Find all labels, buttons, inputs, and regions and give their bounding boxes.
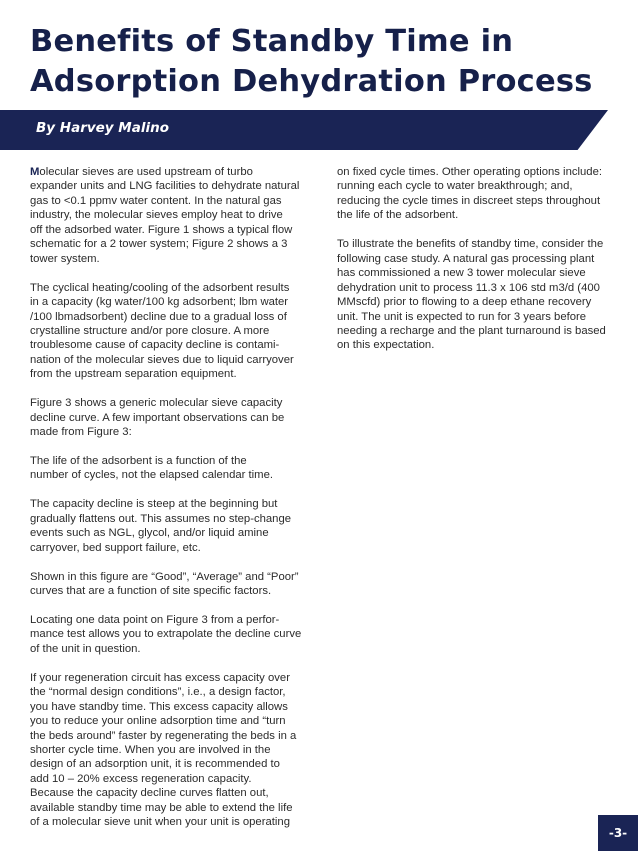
text-line: in a capacity (kg water/100 kg adsorbent; lbm water xyxy=(30,296,289,309)
text-line: needing a recharge and the plant turnaround is based xyxy=(337,324,606,337)
text-line: gradually flattens out. This assumes no step-change xyxy=(30,512,292,525)
text-line xyxy=(30,165,320,179)
text-line: expander units and LNG facilities to dehydrate natural xyxy=(30,180,300,193)
text-line: following case study. A natural gas processing plant xyxy=(337,252,595,265)
left-column-paragraph xyxy=(30,396,320,439)
left-column-paragraph xyxy=(30,613,320,656)
text-line: To illustrate the benefits of standby time, consider the xyxy=(337,238,604,251)
text-line: industry, the molecular sieves employ heat to drive xyxy=(30,209,283,222)
text-line: The cyclical heating/cooling of the adsorbent results xyxy=(30,281,290,294)
text-line: the beds around” faster by regenerating the beds in a xyxy=(30,729,297,742)
right-column-paragraph xyxy=(337,165,609,223)
text-line: on this expectation. xyxy=(337,339,435,352)
text-line: shorter cycle time. When you are involved in the xyxy=(30,744,271,757)
text-line: you to reduce your online adsorption time and “turn xyxy=(30,715,286,728)
text-line: schematic for a 2 tower system; Figure 2 shows a 3 xyxy=(30,238,288,251)
text-line: from the upstream separation equipment. xyxy=(30,368,237,381)
article-title-line-2: Adsorption Dehydration Process xyxy=(30,64,593,99)
text-line: the “normal design conditions”, i.e., a design factor, xyxy=(30,686,286,699)
left-column-paragraph xyxy=(30,281,320,382)
article-title-line-1: Benefits of Standby Time in xyxy=(30,24,514,59)
text-line: you have standby time. This excess capacity allows xyxy=(30,700,288,713)
text-line: The capacity decline is steep at the beginning but xyxy=(30,498,278,511)
text-line: tower system. xyxy=(30,252,100,265)
left-column-paragraph xyxy=(30,671,320,830)
drop-cap: M xyxy=(30,166,40,178)
text-line: carryover, bed support failure, etc. xyxy=(30,541,201,554)
text-line: of the unit in question. xyxy=(30,642,141,655)
text-line: unit. The unit is expected to run for 3 years before xyxy=(337,310,587,323)
text-line: reducing the cycle times in discreet steps throughout xyxy=(337,194,601,207)
text-line: add 10 – 20% excess regeneration capacity. xyxy=(30,772,252,785)
left-column-paragraph xyxy=(30,165,320,266)
text-line: crystalline structure and/or pore closure. A more xyxy=(30,324,270,337)
text-line: troublesome cause of capacity decline is contami- xyxy=(30,339,280,352)
left-column-paragraph xyxy=(30,497,320,555)
text-line: curves that are a function of site specific factors. xyxy=(30,585,272,598)
text-line: Figure 3 shows a generic molecular sieve capacity xyxy=(30,397,283,410)
text-line: made from Figure 3: xyxy=(30,426,132,439)
right-column-paragraph xyxy=(337,237,609,353)
text-line: has commissioned a new 3 tower molecular sieve xyxy=(337,267,586,280)
text-line: dehydration unit to process 11.3 x 106 std m3/d (400 xyxy=(337,281,600,294)
text-line: nation of the molecular sieves due to liquid carryover xyxy=(30,353,294,366)
text-line: Locating one data point on Figure 3 from a perfor- xyxy=(30,613,280,626)
text-line: The life of the adsorbent is a function of the xyxy=(30,455,247,468)
text-line: design of an adsorption unit, it is recommended to xyxy=(30,758,280,771)
left-column-paragraph xyxy=(30,570,320,599)
text-line: off the adsorbed water. Figure 1 shows a typical flow xyxy=(30,223,293,236)
text-line: Shown in this figure are “Good”, “Average” and “Poor” xyxy=(30,570,299,583)
text-line: MMscfd) prior to flowing to a deep ethane recovery xyxy=(337,296,592,309)
text-line: number of cycles, not the elapsed calendar time. xyxy=(30,469,274,482)
article-title xyxy=(30,22,620,102)
right-column xyxy=(337,165,609,367)
page-number: -3- xyxy=(608,826,628,840)
text-line: mance test allows you to extrapolate the decline curve xyxy=(30,628,302,641)
text-line: available standby time may be able to extend the life xyxy=(30,801,293,814)
byline: By Harvey Malino xyxy=(36,120,169,136)
text-line: If your regeneration circuit has excess capacity over xyxy=(30,671,290,684)
text-line: of a molecular sieve unit when your unit is operating xyxy=(30,816,290,829)
text-line: on fixed cycle times. Other operating options include: xyxy=(337,166,602,178)
text-line: running each cycle to water breakthrough; and, xyxy=(337,180,573,193)
left-column xyxy=(30,165,320,844)
text-line: decline curve. A few important observations can be xyxy=(30,411,285,424)
text-line: events such as NGL, glycol, and/or liquid amine xyxy=(30,527,269,540)
text-line: /100 lbmadsorbent) decline due to a gradual loss of xyxy=(30,310,287,323)
text-line-rest: olecular sieves are used upstream of turbo xyxy=(39,166,253,178)
text-line: the life of the adsorbent. xyxy=(337,209,459,222)
text-line: gas to <0.1 ppmv water content. In the natural gas xyxy=(30,194,282,207)
text-line: Because the capacity decline curves flatten out, xyxy=(30,787,269,800)
left-column-paragraph xyxy=(30,454,320,483)
